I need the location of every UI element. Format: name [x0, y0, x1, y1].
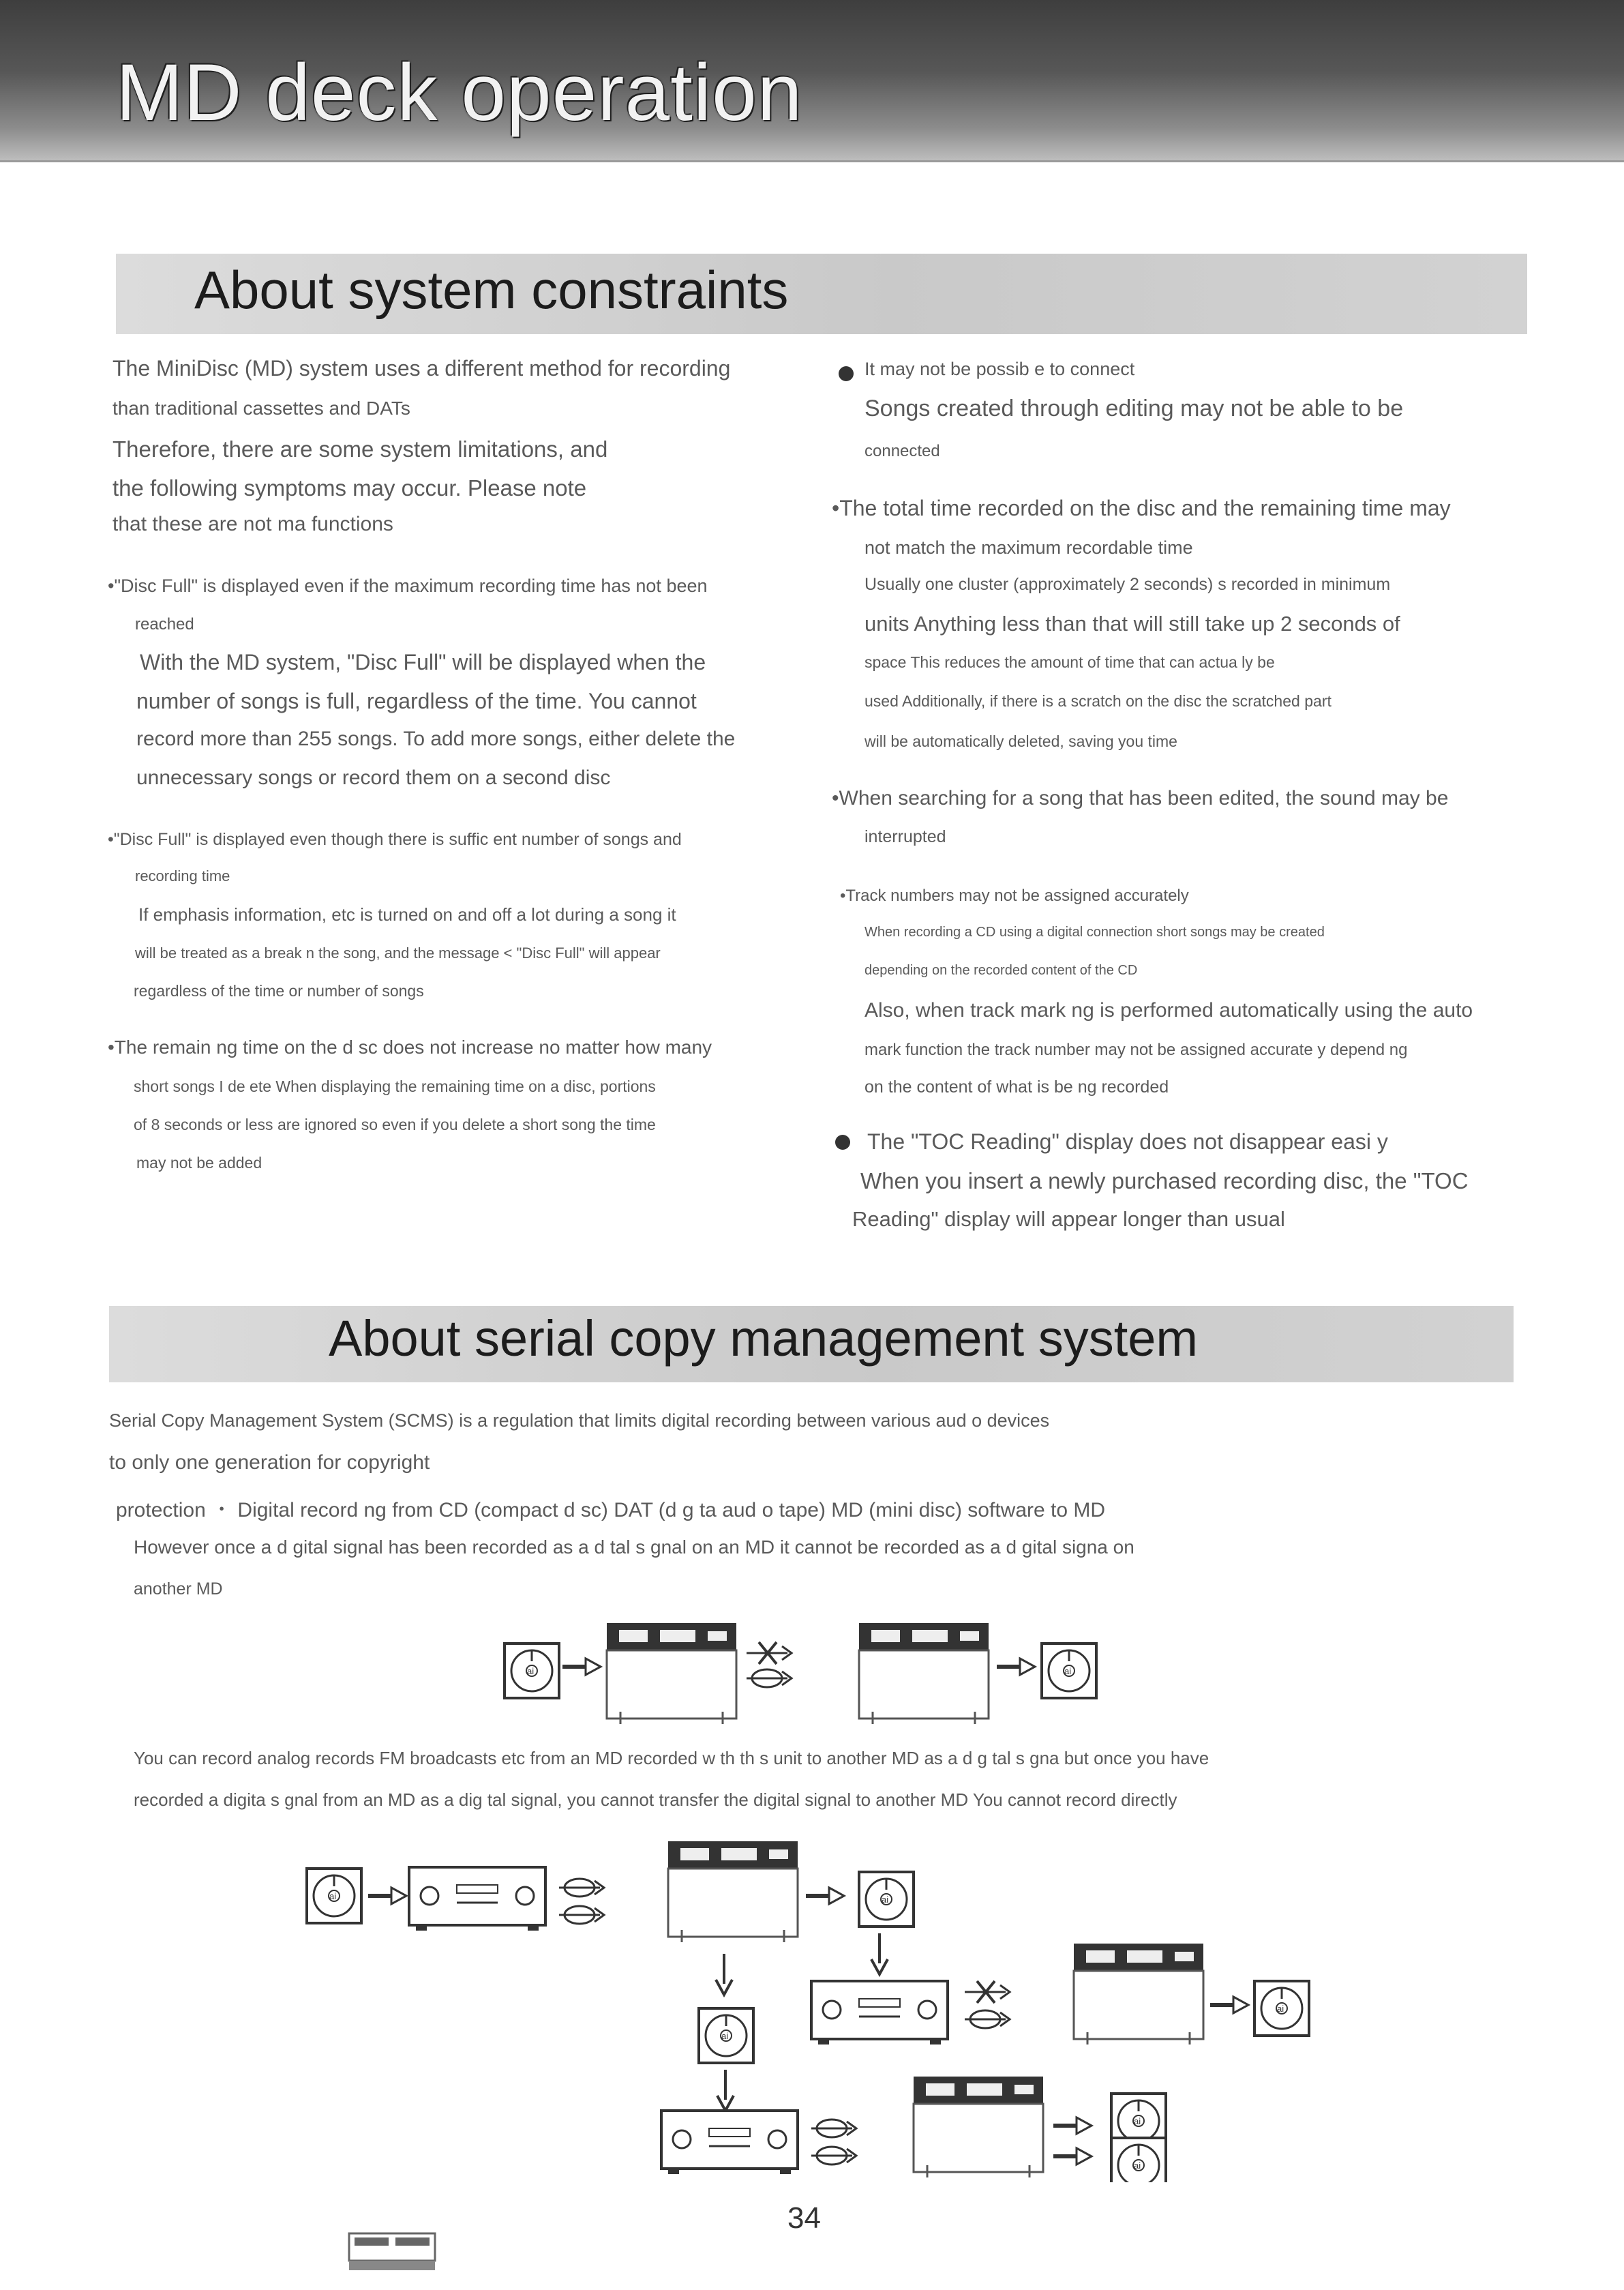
md-deck-icon: [668, 1841, 798, 1942]
constraint-heading: •"Disc Full" is displayed even though there is suffic ent number of songs and: [108, 830, 682, 849]
page-header: [0, 0, 1624, 162]
down-arrow-icon: [716, 1954, 732, 1995]
footer-device-icon: [348, 2227, 436, 2274]
intro-line: the following symptoms may occur. Please note: [112, 475, 587, 501]
md-deck-icon: [1074, 1944, 1203, 2044]
disc-icon: [1254, 1981, 1309, 2036]
constraint-line: Usually one cluster (approximately 2 seconds) s recorded in minimum: [864, 575, 1391, 594]
md-deck-icon: [607, 1623, 736, 1724]
constraint-heading: •Track numbers may not be assigned accurately: [840, 887, 1189, 905]
digital-arrow-icon: [965, 2010, 1010, 2028]
disc-icon: [859, 1872, 914, 1927]
digital-arrow-icon: [559, 1879, 604, 1897]
analog-arrow-icon: [1053, 2117, 1092, 2134]
analog-arrow-icon: [1210, 1997, 1248, 2013]
constraint-line: number of songs is full, regardless of the time. You cannot: [136, 689, 697, 713]
constraint-line: connected: [864, 442, 940, 460]
constraint-line: Reading" display will appear longer than usual: [852, 1207, 1285, 1231]
constraint-line: of 8 seconds or less are ignored so even if you delete a short song the time: [134, 1116, 656, 1133]
constraint-line: mark function the track number may not be assigned accurate y depend ng: [864, 1041, 1408, 1059]
section-title-scms: About serial copy management system: [329, 1310, 1199, 1367]
page-title: MD deck operation: [116, 48, 803, 138]
md-deck-icon: [914, 2077, 1043, 2177]
constraint-line: unnecessary songs or record them on a second disc: [136, 767, 611, 789]
intro-line: than traditional cassettes and DATs: [112, 398, 410, 419]
digital-arrow-icon: [747, 1669, 792, 1687]
disc-icon: [1111, 2138, 1166, 2182]
bullet-icon: [835, 1135, 850, 1150]
section-title-system-constraints: About system constraints: [194, 260, 789, 320]
digital-blocked-icon: [747, 1642, 792, 1664]
amplifier-icon: [661, 2111, 798, 2174]
analog-arrow-icon: [997, 1659, 1035, 1675]
constraint-heading: The "TOC Reading" display does not disappear easi y: [867, 1129, 1388, 1154]
constraint-line: If emphasis information, etc is turned on and off a lot during a song it: [138, 904, 676, 925]
constraint-heading: •The total time recorded on the disc and the remaining time may: [832, 496, 1451, 520]
digital-arrow-icon: [811, 2147, 856, 2165]
page-number: 34: [787, 2201, 821, 2235]
scms-line: another MD: [134, 1579, 223, 1598]
constraint-line: interrupted: [864, 827, 946, 846]
down-arrow-icon: [717, 2070, 734, 2111]
constraint-line: Also, when track mark ng is performed automatically using the auto: [864, 999, 1473, 1022]
md-deck-icon: [859, 1623, 989, 1724]
constraint-heading: •When searching for a song that has been edited, the sound may be: [832, 787, 1449, 809]
disc-icon: [307, 1869, 361, 1923]
constraint-heading: •"Disc Full" is displayed even if the maximum recording time has not been: [108, 576, 708, 596]
intro-line: The MiniDisc (MD) system uses a different method for recording: [112, 356, 731, 381]
constraint-heading: •The remain ng time on the d sc does not increase no matter how many: [108, 1037, 712, 1058]
scms-diagram-1: [491, 1616, 1118, 1732]
constraint-line: may not be added: [136, 1154, 262, 1172]
constraint-line: will be treated as a break n the song, and the message < "Disc Full" will appear: [135, 945, 661, 962]
constraint-line: When recording a CD using a digital connection short songs may be created: [864, 925, 1325, 940]
disc-icon: [699, 2008, 753, 2063]
analog-arrow-icon: [368, 1888, 406, 1904]
constraint-heading: It may not be possib e to connect: [864, 359, 1135, 379]
constraint-line: not match the maximum recordable time: [864, 537, 1193, 558]
disc-icon: [505, 1644, 559, 1698]
scms-line: to only one generation for copyright: [109, 1451, 430, 1474]
analog-arrow-icon: [1053, 2148, 1092, 2165]
constraint-line: With the MD system, "Disc Full" will be displayed when the: [140, 650, 706, 674]
scms-line: You can record analog records FM broadcasts etc from an MD recorded w th th s unit to another MD as a d g tal s gna but once you have: [134, 1748, 1209, 1768]
digital-arrow-icon: [811, 2120, 856, 2137]
constraint-line: used Additionally, if there is a scratch on the disc the scratched part: [864, 692, 1332, 710]
down-arrow-icon: [871, 1933, 888, 1974]
constraint-line: short songs I de ete When displaying the remaining time on a disc, portions: [134, 1077, 656, 1095]
constraint-line: record more than 255 songs. To add more songs, either delete the: [136, 728, 736, 750]
constraint-line: reached: [135, 615, 194, 634]
constraint-line: depending on the recorded content of the CD: [864, 963, 1138, 978]
analog-arrow-icon: [562, 1659, 601, 1675]
constraint-line: space This reduces the amount of time that can actua ly be: [864, 653, 1275, 671]
analog-arrow-icon: [806, 1888, 844, 1904]
constraint-line: on the content of what is be ng recorded: [864, 1077, 1169, 1097]
scms-line: However once a d gital signal has been recorded as a d tal s gnal on an MD it cannot be recorded as a d gital signa on: [134, 1536, 1134, 1558]
constraint-line: Songs created through editing may not be able to be: [864, 396, 1404, 421]
constraint-line: recording time: [135, 867, 230, 884]
disc-icon: [1042, 1644, 1096, 1698]
constraint-line: regardless of the time or number of songs: [134, 982, 424, 1000]
constraint-line: When you insert a newly purchased recording disc, the "TOC: [860, 1168, 1469, 1193]
amplifier-icon: [811, 1981, 948, 2044]
intro-line: that these are not ma functions: [112, 513, 393, 535]
constraint-line: units Anything less than that will still take up 2 seconds of: [864, 612, 1400, 636]
constraint-line: will be automatically deleted, saving you time: [864, 732, 1177, 750]
bullet-icon: [839, 366, 854, 381]
scms-diagram-2: [300, 1841, 1350, 2182]
scms-line: recorded a digita s gnal from an MD as a dig tal signal, you cannot transfer the digital signal to another MD You cannot record directly: [134, 1789, 1177, 1810]
scms-line: Serial Copy Management System (SCMS) is a regulation that limits digital recording between various aud o devices: [109, 1410, 1050, 1431]
digital-blocked-icon: [965, 1981, 1010, 2003]
scms-line: protection ・ Digital record ng from CD (compact d sc) DAT (d g ta aud o tape) MD (mini disc) software to MD: [116, 1499, 1106, 1521]
amplifier-icon: [409, 1867, 545, 1931]
digital-arrow-icon: [559, 1906, 604, 1924]
intro-line: Therefore, there are some system limitations, and: [112, 436, 608, 462]
